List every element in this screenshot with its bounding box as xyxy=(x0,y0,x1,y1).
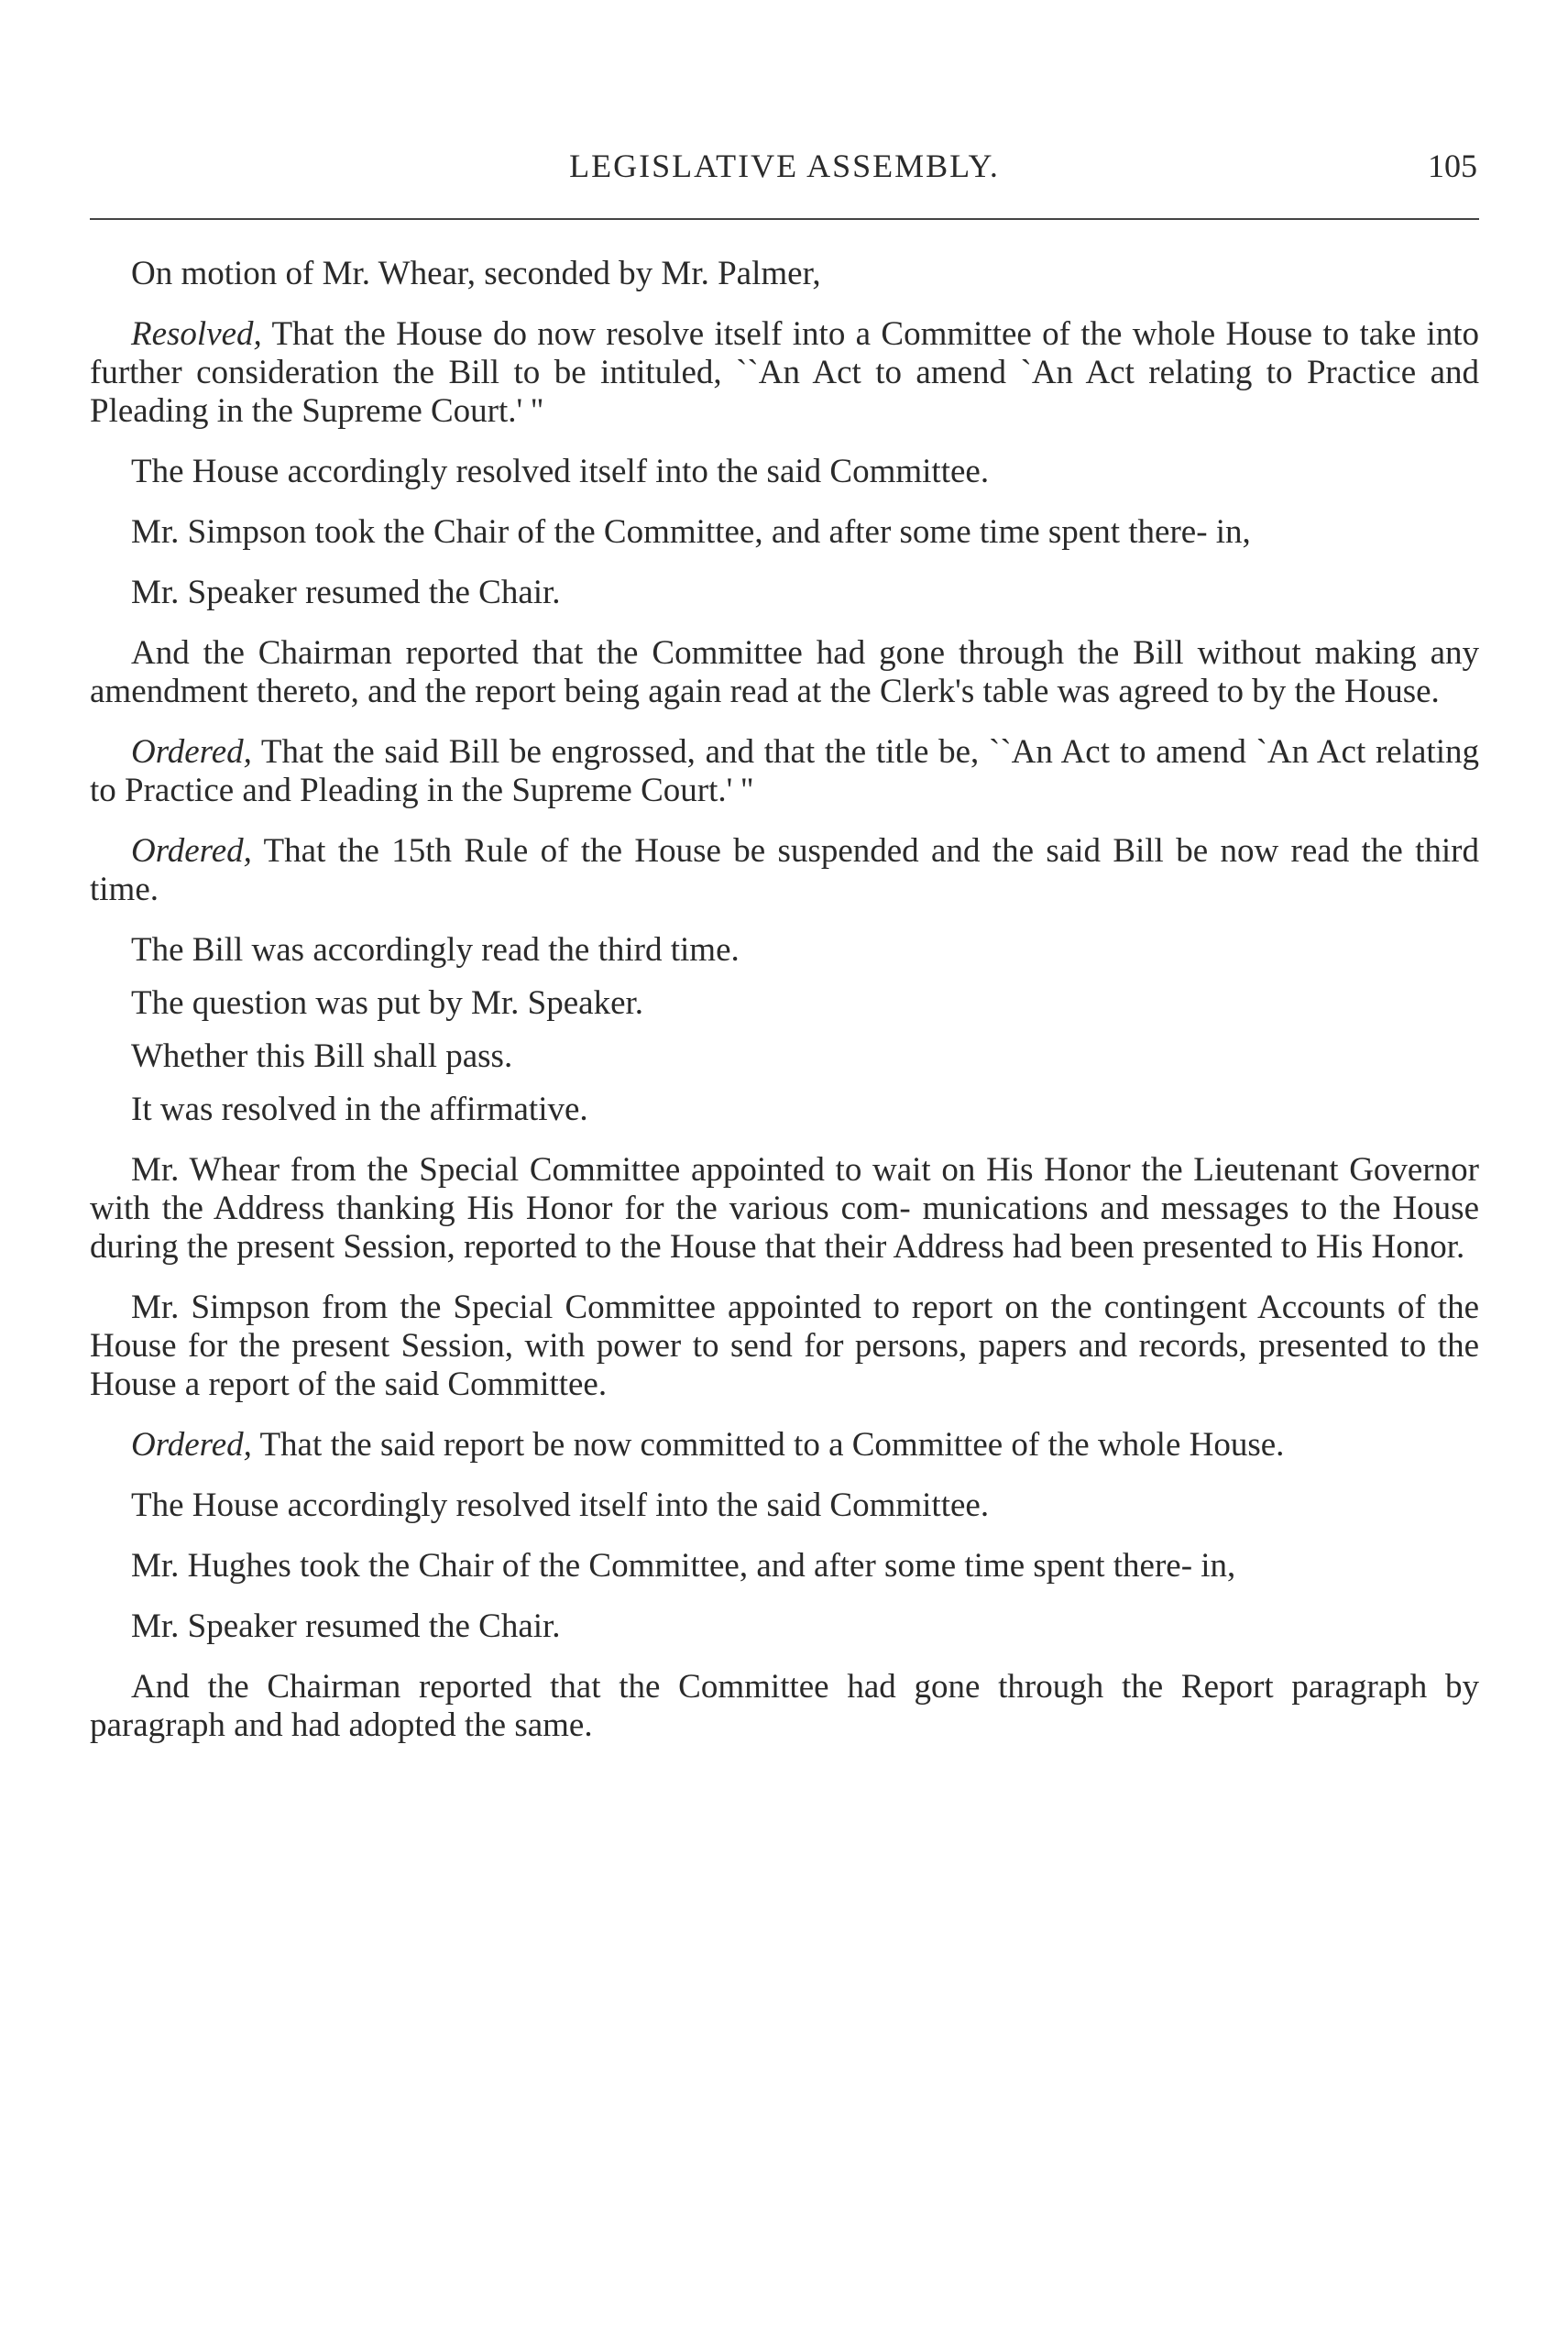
paragraph: Mr. Hughes took the Chair of the Committee, and after some time spent there- in, xyxy=(131,1547,1236,1585)
paragraph: Mr. Speaker resumed the Chair. xyxy=(131,574,561,611)
body-text xyxy=(90,255,1479,1767)
paragraph: Resolved, That the House do now resolve itself into a Committee of the whole House to take into further consideration the Bill to be intituled, ``An Act to amend `An Act relating to Practice and Pleading in the Supreme Court.' '' xyxy=(90,315,1479,430)
paragraph: The question was put by Mr. Speaker. xyxy=(131,984,644,1022)
paragraph: Whether this Bill shall pass. xyxy=(131,1037,513,1075)
page-number: 105 xyxy=(1428,148,1477,184)
paragraph: And the Chairman reported that the Committee had gone through the Report paragraph by paragraph and had adopted the same. xyxy=(90,1668,1479,1744)
running-head xyxy=(92,147,1477,192)
paragraph: The House accordingly resolved itself into the said Committee. xyxy=(131,1487,990,1524)
paragraph: Mr. Simpson from the Special Committee appointed to report on the contingent Accounts of the House for the present Session, with power to send for persons, papers and records, presented to the House a report of the said Committee. xyxy=(90,1289,1479,1403)
paragraph: Ordered, That the 15th Rule of the House be suspended and the said Bill be now read the third time. xyxy=(90,832,1479,908)
paragraph: On motion of Mr. Whear, seconded by Mr. Palmer, xyxy=(131,255,821,292)
paragraph: Mr. Speaker resumed the Chair. xyxy=(131,1607,561,1645)
paragraph: And the Chairman reported that the Committee had gone through the Bill without making any amendment thereto, and the report being again read at the Clerk's table was agreed to by the House. xyxy=(90,634,1479,710)
ordered-lead: Ordered, xyxy=(131,1426,252,1464)
paragraph: Ordered, That the said Bill be engrossed, and that the title be, ``An Act to amend `An Act relating to Practice and Pleading in the Supreme Court.' '' xyxy=(90,733,1479,809)
paragraph: The House accordingly resolved itself into the said Committee. xyxy=(131,453,990,490)
ordered-lead: Ordered, xyxy=(131,733,252,771)
paragraph: Mr. Simpson took the Chair of the Committee, and after some time spent there- in, xyxy=(131,513,1251,551)
header-rule xyxy=(90,218,1479,220)
paragraph: The Bill was accordingly read the third time. xyxy=(131,931,740,969)
resolved-lead: Resolved, xyxy=(131,315,262,353)
paragraph: Mr. Whear from the Special Committee appointed to wait on His Honor the Lieutenant Governor with the Address thanking His Honor for the various com- munications and messages to the House during the present Session, reported to the House that their Address had been presented to His Honor. xyxy=(90,1151,1479,1266)
ordered-lead: Ordered, xyxy=(131,832,252,870)
running-title: LEGISLATIVE ASSEMBLY. xyxy=(569,148,1000,184)
paragraph: It was resolved in the affirmative. xyxy=(131,1091,588,1128)
paragraph: Ordered, That the said report be now committed to a Committee of the whole House. xyxy=(131,1426,1285,1464)
